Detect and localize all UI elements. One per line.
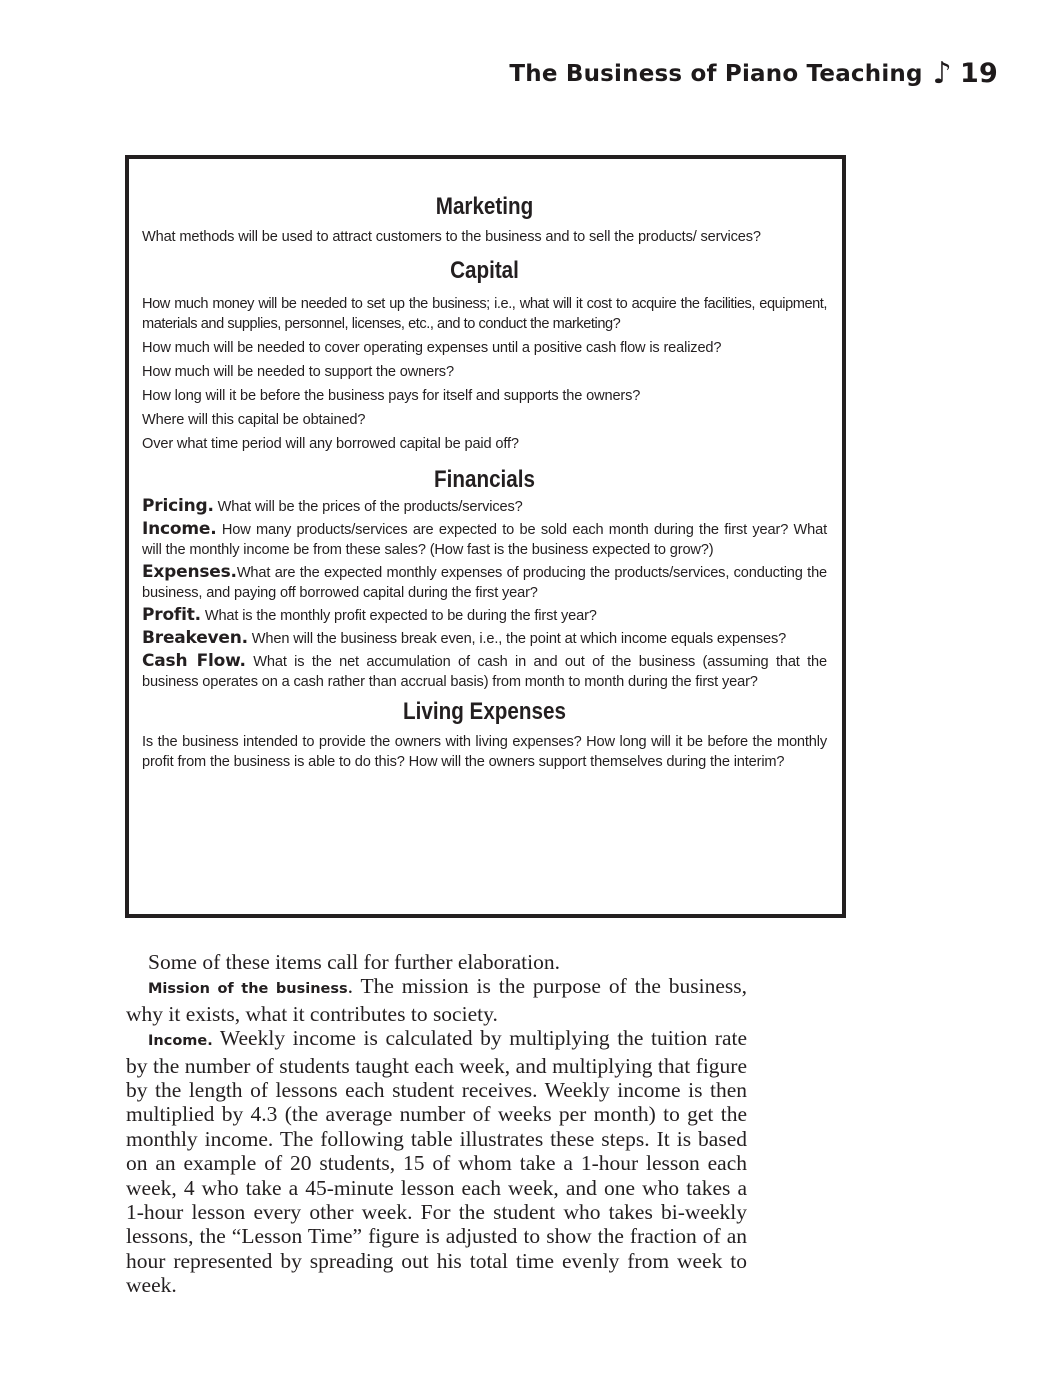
capital-question: How much money will be needed to set up the business; i.e., what will it cost to acquire the facilities, equipment, materials and supplies, personnel, licenses, etc., and to conduct the marketing? [142,296,827,332]
mission-text: . The mission is the purpose of the business, why it exists, what it contributes to society. [126,974,747,1026]
breakeven-text: When will the business break even, i.e., the point at which income equals expenses? [247,631,787,647]
capital-question: How much will be needed to cover operating expenses until a positive cash flow is realized? [142,340,722,356]
term-income: Income. [142,519,217,539]
income-text: Weekly income is calculated by multiplying the tuition rate by the number of students taught each week, and multiplying that figure by the length of lessons each student receives. Weekly income is then multiplied by 4.3 (the average number of weeks per month) to get the monthly income. The following table illustrates these steps. It is based on an example of 20 students, 15 of whom take a 1-hour lesson each week, 4 who take a 45-minute lesson each week, and one who takes a 1-hour lesson every other week. For the student who takes bi-weekly lessons, the “Lesson Time” figure is adjusted to show the fraction of an hour represented by spreading out his total time evenly from week to week. [126,1026,747,1298]
body-text [126,950,747,1298]
eighth-note-icon: ♪ [932,55,953,91]
capital-question: How much will be needed to support the owners? [142,364,454,380]
term-pricing: Pricing. [142,496,214,516]
financials-item-income [142,519,827,560]
term-profit: Profit. [142,605,201,625]
financials-item-cash-flow [142,651,827,692]
section-title-living-expenses: Living Expenses [403,698,566,725]
business-plan-box [125,155,846,918]
section-title-capital: Capital [450,257,519,284]
header-title: The Business of Piano Teaching [509,60,923,87]
income-paragraph [126,1026,747,1297]
term-expenses: Expenses. [142,562,237,582]
capital-question: Where will this capital be obtained? [142,412,366,428]
capital-question: Over what time period will any borrowed capital be paid off? [142,436,519,452]
pricing-text: What will be the prices of the products/services? [213,499,523,515]
cash-flow-text: What is the net accumulation of cash in and out of the business (assuming that the business operates on a cash rather than accrual basis) from month to month during the first year? [142,654,827,690]
financials-item-profit [142,605,827,626]
financials-item-expenses [142,562,827,603]
living-expenses-text: Is the business intended to provide the owners with living expenses? How long will it be before the monthly profit from the business is able to do this? How will the owners support themselves during the interim? [142,734,827,770]
marketing-text: What methods will be used to attract customers to the business and to sell the products/ services? [142,229,761,245]
financials-items [142,496,827,692]
income-lead: Income. [148,1033,213,1050]
mission-lead: Mission of the business [148,981,348,998]
term-breakeven: Breakeven. [142,628,248,648]
capital-questions [142,294,827,454]
section-title-marketing: Marketing [435,193,534,220]
financials-item-pricing [142,496,827,517]
section-title-financials: Financials [434,466,535,493]
box-content [142,193,827,772]
capital-question: How long will it be before the business pays for itself and supports the owners? [142,388,641,404]
page-number: 19 [960,58,998,89]
mission-paragraph [126,974,747,1026]
financials-item-breakeven [142,628,827,649]
term-cash-flow: Cash Flow. [142,651,246,671]
intro-paragraph: Some of these items call for further elaboration. [148,950,560,974]
running-header [509,55,998,91]
expenses-text: What are the expected monthly expenses of producing the products/services, conducting the business, and paying off borrowed capital during the first year? [142,565,827,601]
income-text: How many products/services are expected to be sold each month during the first year? What will the monthly income be from these sales? (How fast is the business expected to grow?) [142,522,827,558]
profit-text: What is the monthly profit expected to be during the first year? [200,608,597,624]
